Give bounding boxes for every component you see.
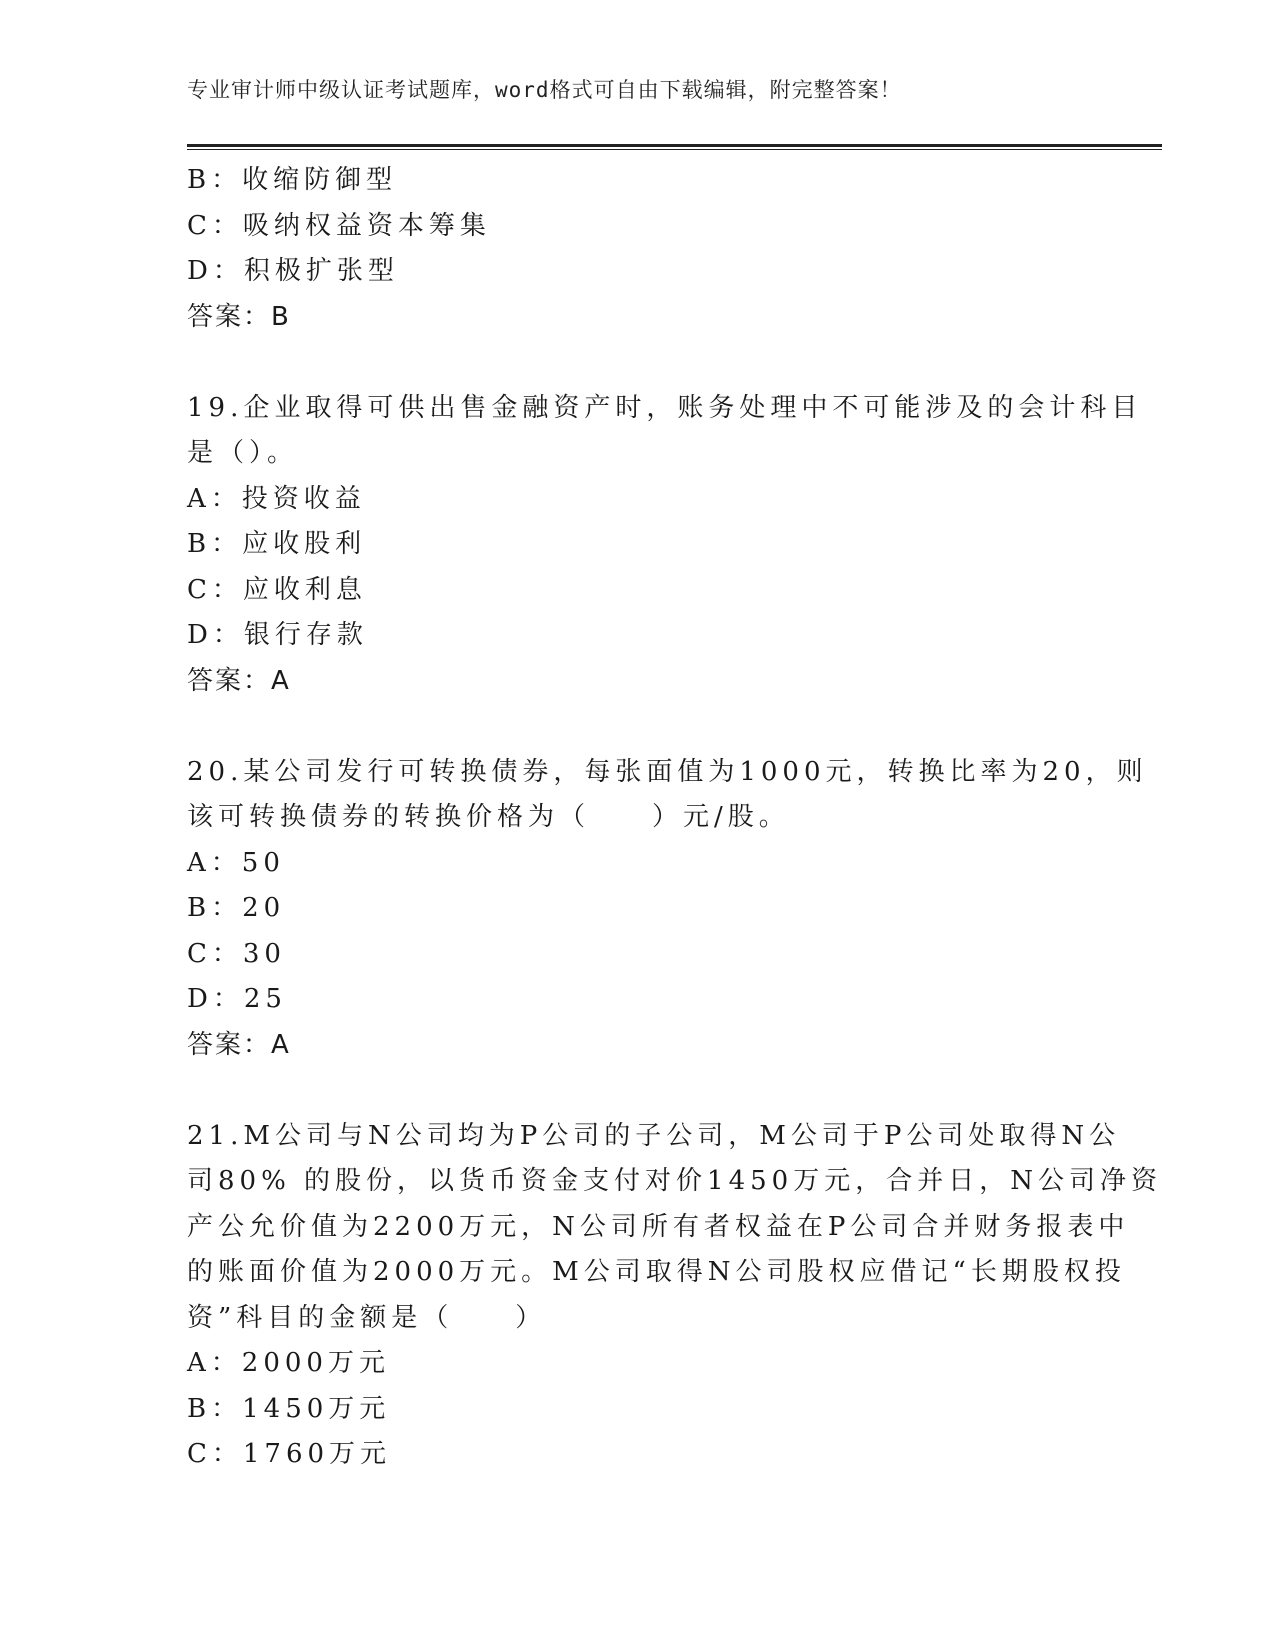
option-d: D：银行存款 (187, 620, 368, 650)
option-c: C：吸纳权益资本筹集 (187, 210, 491, 241)
answer: 答案：B (187, 301, 291, 332)
question-stem-line: 19.企业取得可供出售金融资产时，账务处理中不可能涉及的会计科目 (187, 392, 1143, 423)
question-stem-line: 是（）。 (187, 438, 299, 468)
question-19 (187, 386, 1143, 705)
question-list (187, 158, 1162, 1478)
question-stem-line: 21.M公司与N公司均为P公司的子公司，M公司于P公司处取得N公 (187, 1120, 1121, 1151)
answer: 答案：A (187, 1029, 291, 1060)
option-a: A：投资收益 (187, 483, 366, 514)
question-stem-line: 的账面价值为2000万元。M公司取得N公司股权应借记“长期股权投 (187, 1257, 1126, 1287)
option-c: C：应收利息 (187, 574, 367, 605)
header-rule (187, 144, 1162, 150)
question-stem-line: 产公允价值为2200万元，N公司所有者权益在P公司合并财务报表中 (187, 1211, 1130, 1242)
page-header: 专业审计师中级认证考试题库，word格式可自由下载编辑，附完整答案！ (187, 78, 902, 102)
question-18-tail (187, 158, 1087, 340)
question-stem-line: 司80% 的股份，以货币资金支付对价1450万元，合并日，N公司净资 (187, 1166, 1162, 1196)
option-d: D：积极扩张型 (187, 256, 399, 286)
answer: 答案：A (187, 665, 291, 696)
option-c: C：30 (187, 938, 286, 969)
option-b: B：收缩防御型 (187, 165, 398, 195)
option-a: A：2000万元 (187, 1348, 390, 1378)
option-c: C：1760万元 (187, 1439, 392, 1469)
option-b: B：20 (187, 893, 286, 923)
question-21 (187, 1114, 1162, 1478)
option-d: D：25 (187, 984, 287, 1014)
question-20 (187, 750, 1148, 1069)
option-b: B：1450万元 (187, 1393, 391, 1424)
question-stem-line: 该可转换债券的转换价格为（ ）元/股。 (187, 802, 790, 832)
option-a: A：50 (187, 847, 285, 878)
question-stem-line: 20.某公司发行可转换债券，每张面值为1000元，转换比率为20，则 (187, 756, 1148, 787)
question-stem-line: 资”科目的金额是（ ） (187, 1302, 547, 1333)
option-b: B：应收股利 (187, 529, 367, 559)
